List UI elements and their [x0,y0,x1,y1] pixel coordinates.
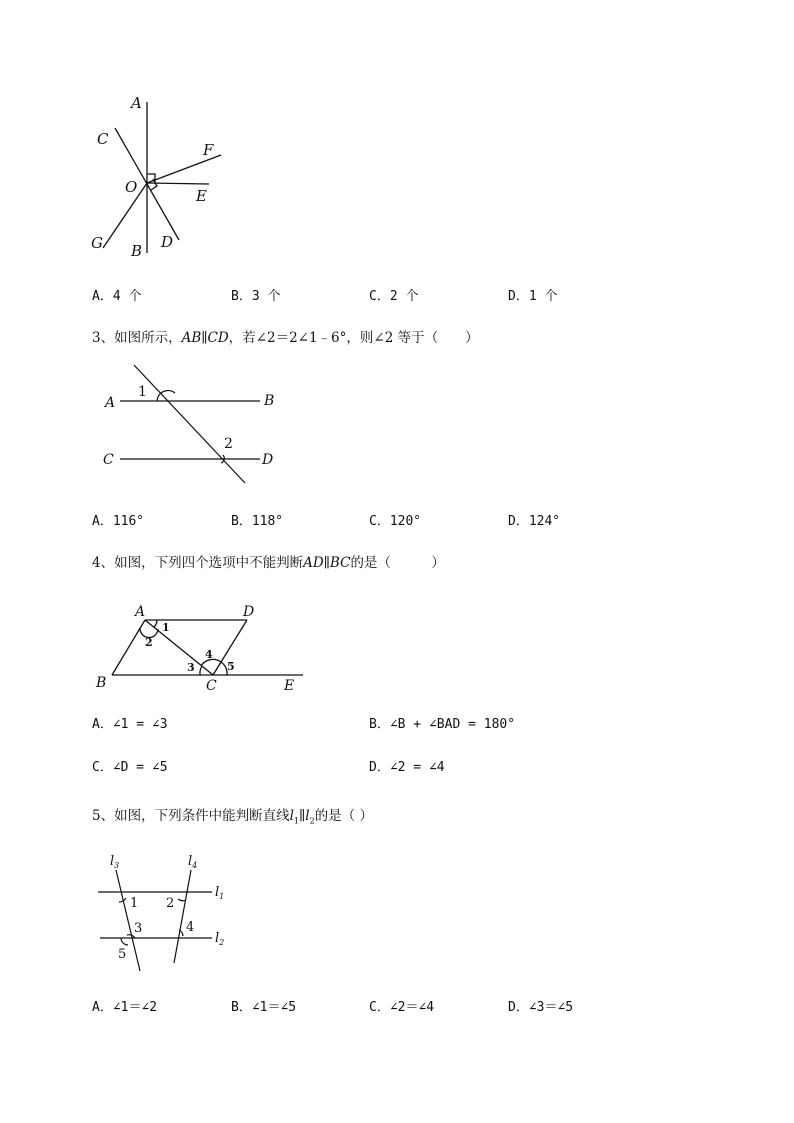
q4-label-d: D [243,604,255,620]
q2-label-o: O [125,178,138,196]
q2-label-f: F [203,141,214,159]
q4-label-c: C [206,678,217,693]
q2-option-d[interactable]: D．1 个 [508,289,558,304]
q5-label-angle4: 4 [186,920,195,935]
q4-option-a[interactable]: A．∠1 = ∠3 [92,717,168,732]
q5-stem-parallel: ∥ [299,808,306,824]
q2-label-b: B [131,242,143,260]
q5-line-l4 [174,870,191,963]
q4-angle-arc-3 [200,666,202,675]
q4-option-b[interactable]: B．∠B + ∠BAD = 180° [369,717,516,732]
q3-option-d[interactable]: D．124° [508,514,561,529]
q5-angle-arc-5 [121,938,128,945]
q3-figure [95,360,295,490]
q4-label-angle4: 4 [205,648,213,661]
q4-angle-arc-1 [154,620,157,627]
q5-label-l1: $l_1$ [215,885,225,901]
q5-stem-suffix: 的是（ ） [314,808,373,824]
q5-label-l3: $l_3$ [110,854,120,870]
q3-option-c[interactable]: C．120° [369,514,422,529]
q5-stem-l2: l [305,808,310,824]
q3-stem-cd: CD [207,330,229,346]
q3-stem-ab: AB [181,330,202,346]
q5-label-angle5: 5 [118,947,127,962]
q4-stem [92,551,445,571]
q3-label-a: A [105,395,116,411]
q5-stem [92,804,373,826]
q5-angle-arc-2 [178,899,186,901]
q5-stem-l1-sub: 1 [293,816,300,826]
q4-option-c[interactable]: C．∠D = ∠5 [92,760,168,775]
q5-option-b[interactable]: B．∠1＝∠5 [231,1000,297,1015]
q5-label-angle3: 3 [134,921,143,936]
q3-label-d: D [262,452,274,468]
q3-stem-prefix: 3、如图所示， [92,330,182,346]
q3-label-angle1: 1 [138,384,147,400]
q3-label-b: B [264,393,275,409]
q5-stem-l1: l [289,808,294,824]
q4-label-b: B [96,675,107,691]
q4-figure [90,598,315,693]
q3-option-a[interactable]: A．116° [92,514,145,529]
q3-stem-parallel: ∥ [201,330,208,346]
q4-label-angle1: 1 [162,621,170,634]
q2-label-g: G [91,234,103,252]
q5-stem-l2-sub: 2 [309,816,315,826]
q4-label-a: A [135,604,146,620]
q5-option-a[interactable]: A．∠1＝∠2 [92,1000,158,1015]
q2-option-b[interactable]: B．3 个 [231,289,281,304]
q4-label-angle3: 3 [187,661,195,674]
q2-option-a[interactable]: A．4 个 [92,289,142,304]
q4-label-e: E [284,678,295,693]
q2-figure [85,90,225,265]
q4-stem-ad: AD [303,555,324,571]
q5-label-l4: $l_4$ [188,854,198,870]
q4-stem-parallel: ∥ [323,555,330,571]
q5-label-l2: $l_2$ [215,931,225,947]
q4-option-d[interactable]: D．∠2 = ∠4 [369,760,445,775]
q4-label-angle5: 5 [227,660,235,673]
q2-ray-of [147,155,221,183]
q4-stem-bc: BC [329,555,351,571]
q5-label-angle2: 2 [166,896,175,911]
q3-stem-suffix: ，若∠2＝2∠1﹣6°，则∠2 等于（ ） [228,330,479,346]
q4-stem-prefix: 4、如图，下列四个选项中不能判断 [92,555,304,571]
q4-stem-suffix: 的是（ ） [350,555,445,571]
q3-transversal [134,365,245,483]
q2-option-c[interactable]: C．2 个 [369,289,419,304]
q3-label-angle2: 2 [224,436,233,452]
q2-label-e: E [196,187,207,205]
q4-line-ac [145,620,213,675]
q5-stem-prefix: 5、如图，下列条件中能判断直线 [92,808,290,824]
q3-label-c: C [103,452,114,468]
q5-figure [90,845,240,975]
q2-label-d: D [161,233,174,251]
q5-option-c[interactable]: C．∠2＝∠4 [369,1000,435,1015]
q5-option-d[interactable]: D．∠3＝∠5 [508,1000,574,1015]
q2-label-a: A [131,94,142,112]
q2-label-c: C [97,130,109,148]
q5-label-angle1: 1 [130,896,139,911]
q3-stem [92,326,479,346]
q4-label-angle2: 2 [145,636,153,649]
q3-option-b[interactable]: B．118° [231,514,284,529]
